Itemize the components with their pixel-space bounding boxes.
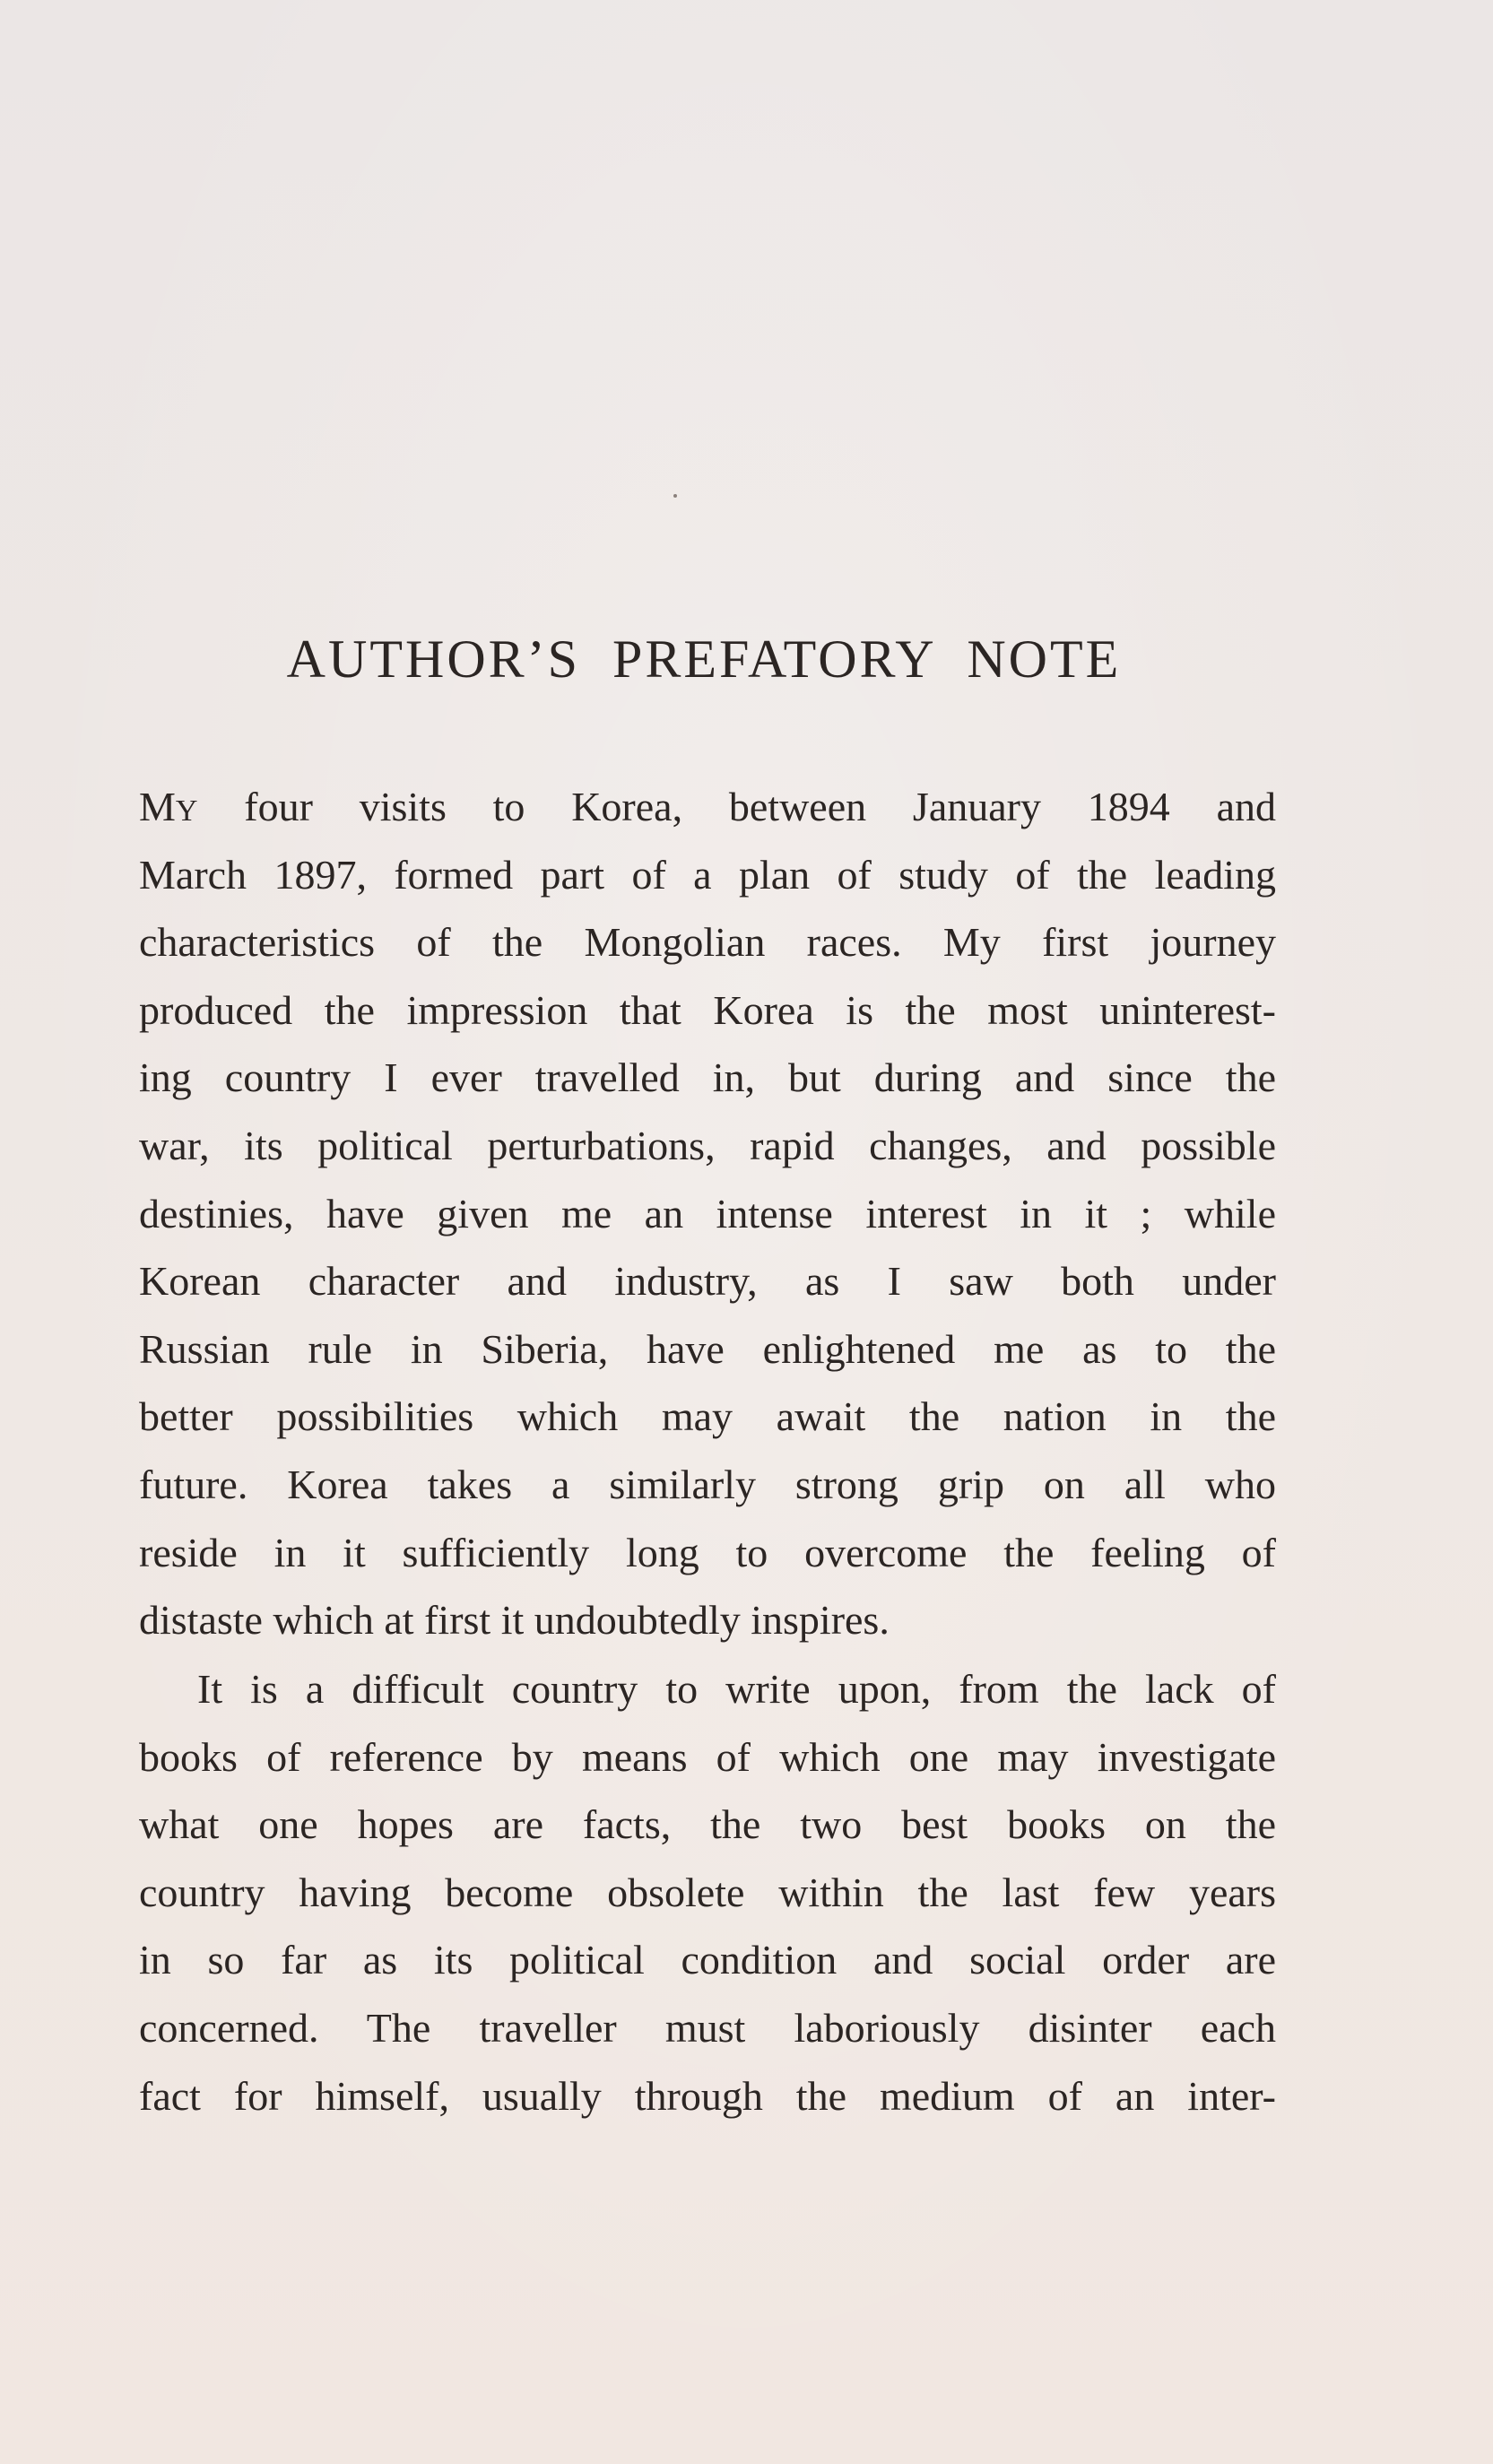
page-title: AUTHOR’S PREFATORY NOTE xyxy=(286,629,1122,689)
text-line: war, its political perturbations, rapid changes, and possible xyxy=(139,1122,1276,1168)
text-line: fact for himself, usually through the medium of an inter- xyxy=(139,2072,1276,2119)
text-line: better possibilities which may await the nation in the xyxy=(139,1393,1276,1440)
paragraph-2 xyxy=(139,1655,1276,2130)
text-line: Korean character and industry, as I saw both under xyxy=(139,1258,1276,1305)
text-line: It is a difficult country to write upon, from the lack of xyxy=(197,1666,1276,1712)
text-line: produced the impression that Korea is the most uninterest- xyxy=(139,986,1276,1033)
text-line: characteristics of the Mongolian races. My first journey xyxy=(139,919,1276,966)
text-line: destinies, have given me an intense interest in it ; while xyxy=(139,1190,1276,1236)
text-line: ing country I ever travelled in, but during and since the xyxy=(139,1054,1276,1101)
text-line: MY four visits to Korea, between January 1894 and xyxy=(139,784,1276,829)
paragraph-1 xyxy=(139,773,1276,1654)
text-line: future. Korea takes a similarly strong grip on all who xyxy=(139,1461,1276,1507)
text-line: in so far as its political condition and social order are xyxy=(139,1937,1276,1983)
text-line: March 1897, formed part of a plan of study of the leading xyxy=(139,851,1276,898)
text-line: country having become obsolete within the last few years xyxy=(139,1869,1276,1915)
text-line: reside in it sufficiently long to overcome the feeling of xyxy=(139,1529,1276,1575)
ink-speck xyxy=(673,494,677,498)
text-line: Russian rule in Siberia, have enlightened me as to the xyxy=(139,1325,1276,1372)
text-line: concerned. The traveller must laboriously disinter each xyxy=(139,2004,1276,2051)
text-line: distaste which at first it undoubtedly inspires. xyxy=(139,1597,890,1644)
text-line: what one hopes are facts, the two best books on the xyxy=(139,1801,1276,1848)
text-line: books of reference by means of which one may investigate xyxy=(139,1733,1276,1780)
